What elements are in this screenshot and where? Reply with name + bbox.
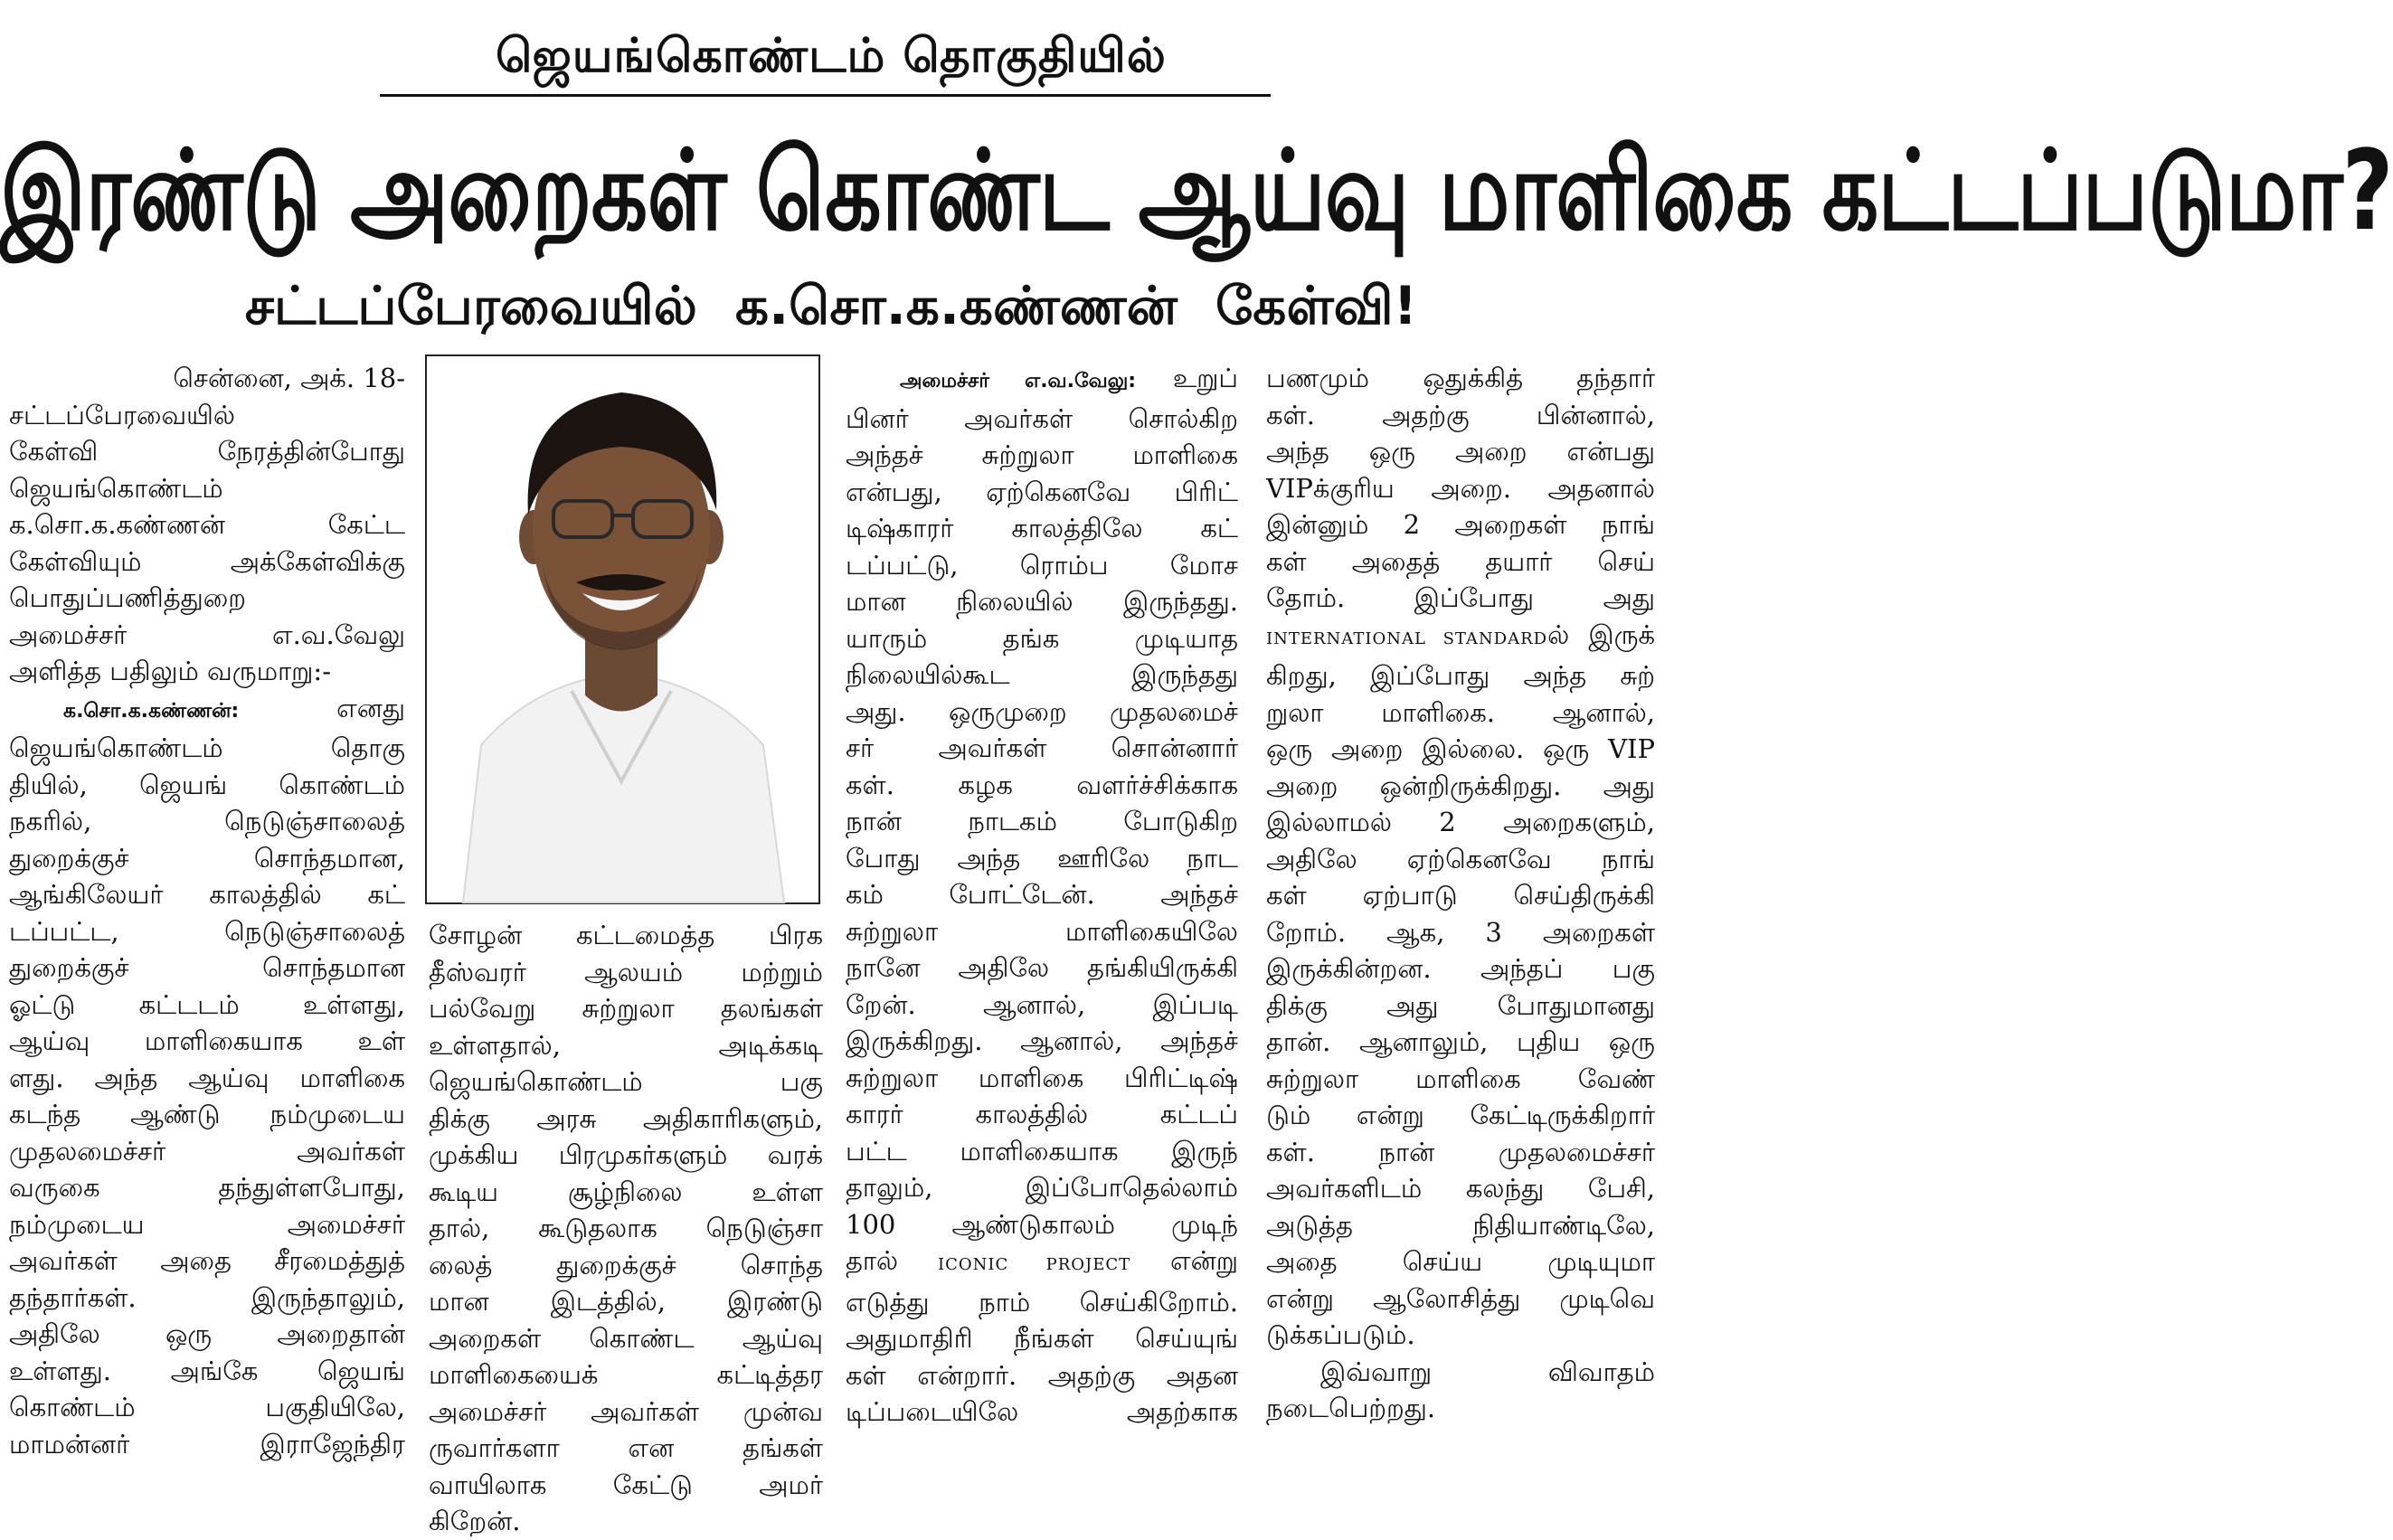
text-line: டப்பட்டு, ரொம்ப மோச xyxy=(846,549,1238,581)
text-line: நிலையில்கூட இருந்தது xyxy=(846,659,1238,690)
text-line: அந்த ஒரு அறை என்பது xyxy=(1266,436,1655,467)
text-line: க.சொ.க.கண்ணன் கேட்ட xyxy=(9,509,405,540)
text-line: தந்தார்கள். இருந்தாலும், xyxy=(9,1281,405,1313)
text-line: என்று ஆலோசித்து முடிவெ xyxy=(1266,1282,1655,1314)
text-line: டும் என்று கேட்டிருக்கிறார் xyxy=(1266,1100,1655,1130)
text-line: தாலும், இப்போதெல்லாம் xyxy=(846,1172,1238,1203)
text-line: ஜெயங்கொண்டம் xyxy=(9,472,223,504)
text-line: முக்கிய பிரமுகர்களும் வரக் xyxy=(429,1139,823,1170)
text-line: நானே அதிலே தங்கியிருக்கி xyxy=(846,952,1238,983)
text-fragment: என்று xyxy=(1170,1245,1238,1276)
text-line: இவ்வாறு விவாதம் xyxy=(1320,1356,1655,1387)
speaker-text: எனது xyxy=(336,692,405,723)
text-line: ருவார்களா என தங்கள் xyxy=(429,1432,823,1463)
text-line: சட்டப்பேரவையில் xyxy=(9,399,235,430)
text-line: பல்வேறு சுற்றுலா தலங்கள் xyxy=(429,993,823,1024)
text-line: அறை ஒன்றிருக்கிறது. அது xyxy=(1266,770,1655,801)
kicker: ஜெயங்கொண்டம் தொகுதியில் xyxy=(496,29,1167,83)
text-line: 100 ஆண்டுகாலம் முடிந் xyxy=(846,1208,1238,1240)
text-line: யாரும் தங்க முடியாத xyxy=(846,622,1238,654)
text-line: கேள்வியும் அக்கேள்விக்கு xyxy=(9,545,405,577)
text-line: சுற்றுலா மாளிகை பிரிட்டிஷ் xyxy=(846,1062,1238,1093)
text-line: அதுமாதிரி நீங்கள் செய்யுங் xyxy=(846,1323,1238,1354)
text-line: மாமன்னர் இராஜேந்திர xyxy=(9,1428,405,1460)
text-line: உள்ளது. அங்கே ஜெயங் xyxy=(9,1355,405,1386)
speaker-label: க.சொ.க.கண்ணன்: xyxy=(63,699,240,723)
text-line: VIPக்குரிய அறை. அதனால் xyxy=(1266,472,1655,504)
speaker-label: அமைச்சர் எ.வ.வேலு: xyxy=(900,370,1137,392)
text-line: மான இடத்தில், இரண்டு xyxy=(429,1286,823,1317)
speaker-text: உறுப் xyxy=(1172,363,1239,393)
text-line: தீஸ்வரர் ஆலயம் மற்றும் xyxy=(429,956,823,987)
article-column-2 xyxy=(429,917,823,1540)
text-line: சுற்றுலா மாளிகையிலே xyxy=(846,915,1238,947)
text-line: நான் நாடகம் போடுகிற xyxy=(846,806,1238,836)
text-line: ஆங்கிலேயர் காலத்தில் கட் xyxy=(9,879,405,910)
text-line: தியில், ஜெயங் கொண்டம் xyxy=(9,769,405,800)
text-line: ஓட்டு கட்டடம் உள்ளது, xyxy=(9,988,405,1020)
portrait-illustration xyxy=(427,356,818,902)
text-line: அதிலே ஒரு அறைதான் xyxy=(9,1318,405,1349)
text-line: அவர்கள் அதை சீரமைத்துத் xyxy=(9,1245,405,1276)
text-line: காரர் காலத்தில் கட்டப் xyxy=(846,1099,1238,1129)
text-line: றோம். ஆக, 3 அறைகள் xyxy=(1266,916,1655,948)
subhead: சட்டப்பேரவையில் க.சொ.க.கண்ணன் கேள்வி! xyxy=(244,275,1418,336)
text-line xyxy=(846,1242,1238,1284)
text-line: அதிலே ஏற்கெனவே நாங் xyxy=(1266,843,1655,874)
text-line: ஒரு அறை இல்லை. ஒரு VIP xyxy=(1266,733,1655,764)
text-line: என்பது, ஏற்கெனவே பிரிட் xyxy=(846,476,1238,507)
text-line: கள். கழக வளர்ச்சிக்காக xyxy=(846,769,1238,800)
text-line: பட்ட மாளிகையாக இருந் xyxy=(846,1135,1238,1167)
text-line: அமைச்சர் எ.வ.வேலு xyxy=(9,619,405,650)
article-column-1 xyxy=(9,360,405,1462)
text-line: அவர்களிடம் கலந்து பேசி, xyxy=(1266,1173,1655,1204)
text-line: கள் ஏற்பாடு செய்திருக்கி xyxy=(1266,880,1655,911)
text-fragment: ல் இருக் xyxy=(1547,619,1655,650)
speaker-line xyxy=(9,690,405,731)
text-line: துறைக்குச் சொந்தமான xyxy=(9,952,405,983)
text-line: சர் அவர்கள் சொன்னார் xyxy=(846,732,1238,763)
portrait-photo xyxy=(425,354,820,904)
text-line: ஆய்வு மாளிகையாக உள் xyxy=(9,1025,405,1056)
text-line: சோழன் கட்டமைத்த பிரக xyxy=(429,920,823,950)
text-line: திக்கு அரசு அதிகாரிகளும், xyxy=(429,1102,823,1134)
text-line: கடந்த ஆண்டு நம்முடைய xyxy=(9,1099,405,1129)
dateline: சென்னை, அக். 18- xyxy=(173,363,405,393)
text-line: அறைகள் கொண்ட ஆய்வு xyxy=(429,1322,823,1354)
text-line: கள். அதற்கு பின்னால், xyxy=(1266,399,1655,430)
text-line: கம் போட்டேன். அந்தச் xyxy=(846,879,1238,910)
text-line: கேள்வி நேரத்தின்போது xyxy=(9,436,405,467)
text-line: போது அந்த ஊரிலே நாட xyxy=(846,842,1238,874)
text-line: தான். ஆனாலும், புதிய ஒரு xyxy=(1266,1026,1655,1057)
text-line: டிஷ்காரர் காலத்திலே கட் xyxy=(846,513,1238,543)
text-line: தால், கூடுதலாக நெடுஞ்சா xyxy=(429,1213,823,1243)
text-line: அடுத்த நிதியாண்டிலே, xyxy=(1266,1209,1655,1241)
text-line xyxy=(1266,617,1655,658)
text-line: இல்லாமல் 2 அறைகளும், xyxy=(1266,807,1655,837)
text-line: நகரில், நெடுஞ்சாலைத் xyxy=(9,806,405,836)
text-line: பொதுப்பணித்துறை xyxy=(9,582,246,613)
text-line: அந்தச் சுற்றுலா மாளிகை xyxy=(846,439,1238,470)
text-line: மாளிகையைக் கட்டித்தர xyxy=(429,1359,823,1390)
text-line: கொண்டம் பகுதியிலே, xyxy=(9,1392,405,1422)
text-line: கிறது, இப்போது அந்த சுற் xyxy=(1266,660,1655,691)
text-line: நம்முடைய அமைச்சர் xyxy=(9,1208,405,1240)
text-line: வாயிலாக கேட்டு அமர் xyxy=(429,1469,823,1500)
text-line: இருக்கிறது. ஆனால், அந்தச் xyxy=(846,1025,1238,1056)
headline: இரண்டு அறைகள் கொண்ட ஆய்வு மாளிகை கட்டப்படுமா? xyxy=(0,127,2393,256)
text-line: ஜெயங்கொண்டம் தொகு xyxy=(9,732,405,763)
text-line: கள் என்றார். அதற்கு அதன xyxy=(846,1359,1238,1391)
text-line: அமைச்சர் அவர்கள் முன்வ xyxy=(429,1395,823,1427)
text-line: முதலமைச்சர் அவர்கள் xyxy=(9,1135,405,1167)
text-line: டுக்கப்படும். xyxy=(1266,1319,1415,1350)
text-line: கள். நான் முதலமைச்சர் xyxy=(1266,1136,1655,1167)
text-line: உள்ளதால், அடிக்கடி xyxy=(429,1029,823,1061)
text-line: திக்கு அது போதுமானது xyxy=(1266,989,1655,1021)
speaker-line xyxy=(846,360,1238,401)
text-line: ஜெயங்கொண்டம் பகு xyxy=(429,1066,823,1097)
text-line: எடுத்து நாம் செய்கிறோம். xyxy=(846,1286,1238,1318)
text-line: றேன். ஆனால், இப்படி xyxy=(846,988,1238,1020)
article-column-3 xyxy=(846,360,1238,1431)
text-line: கிறேன். xyxy=(429,1506,521,1536)
text-line: கள் அதைத் தயார் செய் xyxy=(1266,545,1655,577)
text-line: அதை செய்ய முடியுமா xyxy=(1266,1246,1655,1277)
text-line: றுலா மாளிகை. ஆனால், xyxy=(1266,696,1655,728)
text-line: இருக்கின்றன. அந்தப் பகு xyxy=(1266,953,1655,984)
international-standard-text: INTERNATIONAL STANDARD xyxy=(1266,628,1548,648)
text-line: மான நிலையில் இருந்தது. xyxy=(846,586,1238,617)
text-line: துறைக்குச் சொந்தமான, xyxy=(9,842,405,874)
text-line: அது. ஒருமுறை முதலமைச் xyxy=(846,695,1238,727)
text-line: பணமும் ஒதுக்கித் தந்தார் xyxy=(1266,363,1655,393)
text-line: லைத் துறைக்குச் சொந்த xyxy=(429,1249,823,1280)
text-line: ளது. அந்த ஆய்வு மாளிகை xyxy=(9,1062,405,1093)
text-line: கூடிய சூழ்நிலை உள்ள xyxy=(429,1176,823,1207)
iconic-project-text: ICONIC PROJECT xyxy=(937,1255,1131,1274)
text-fragment: தால் xyxy=(846,1245,899,1276)
text-line: பினர் அவர்கள் சொல்கிற xyxy=(846,402,1238,434)
text-line: அளித்த பதிலும் வருமாறு:- xyxy=(9,656,331,686)
text-line: டப்பட்ட, நெடுஞ்சாலைத் xyxy=(9,915,405,947)
text-line: தோம். இப்போது அது xyxy=(1266,582,1655,613)
text-line: நடைபெற்றது. xyxy=(1266,1393,1436,1423)
text-line: வருகை தந்துள்ளபோது, xyxy=(9,1172,405,1203)
text-line: சுற்றுலா மாளிகை வேண் xyxy=(1266,1063,1655,1094)
kicker-rule xyxy=(380,94,1271,97)
text-line: டிப்படையிலே அதற்காக xyxy=(846,1396,1238,1427)
text-line: இன்னும் 2 அறைகள் நாங் xyxy=(1266,509,1655,540)
article-column-4 xyxy=(1266,360,1655,1427)
